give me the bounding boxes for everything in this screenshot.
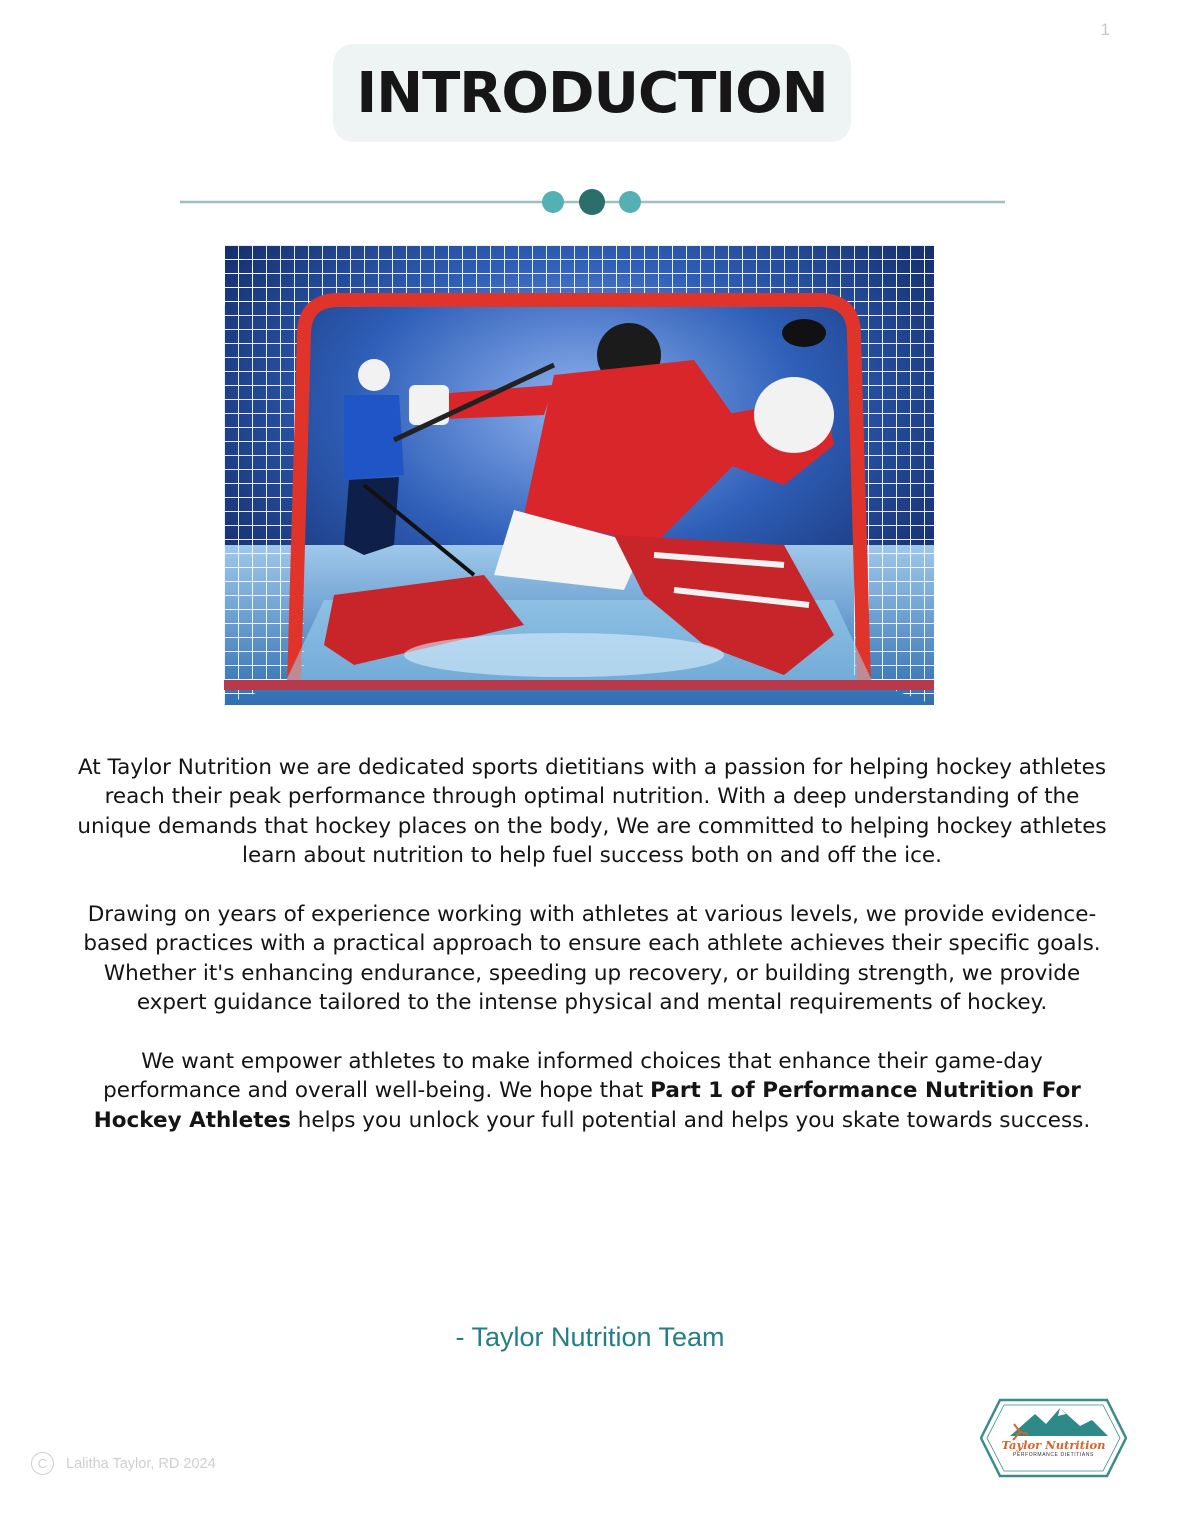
hero-image xyxy=(224,245,934,705)
page-number: 1 xyxy=(1100,20,1110,39)
divider-dot-right xyxy=(619,191,641,213)
copyright-text: Lalitha Taylor, RD 2024 xyxy=(66,1455,216,1472)
section-divider xyxy=(180,188,1005,218)
intro-paragraph-1: At Taylor Nutrition we are dedicated sports dietitians with a passion for helping hockey athletes reach their peak performance through optimal nutrition. With a deep understanding of the unique demands that hockey places on the body, We are committed to helping hockey athletes learn about nutrition to help fuel success both on and off the ice. xyxy=(77,755,1107,869)
page-title: INTRODUCTION xyxy=(356,60,828,126)
logo-name: Taylor Nutrition xyxy=(1001,1438,1106,1452)
logo-tagline: PERFORMANCE DIETITIANS xyxy=(1013,1452,1094,1458)
paragraph-3-text-end: helps you unlock your full potential and helps you skate towards success. xyxy=(290,1107,1091,1133)
copyright-icon: C xyxy=(31,1452,54,1475)
taylor-nutrition-logo xyxy=(980,1394,1127,1482)
signature: - Taylor Nutrition Team xyxy=(455,1322,725,1352)
guide-title-emphasis: Part 1 of Performance Nutrition For Hockey Athletes xyxy=(93,1078,1081,1133)
intro-paragraph-2: Drawing on years of experience working with athletes at various levels, we provide evidence-based practices with a practical approach to ensure each athlete achieves their specific goals. Whether it's enhancing endurance, speeding up recovery, or building strength, we provide expert guidance tailored to the intense physical and mental requirements of hockey. xyxy=(83,902,1101,1016)
title-banner xyxy=(333,44,851,142)
divider-dot-left xyxy=(542,191,564,213)
divider-dot-center xyxy=(579,189,605,215)
intro-paragraph-3 xyxy=(70,1047,1114,1135)
introduction-body xyxy=(70,753,1114,1165)
paragraph-3-text-start: We want empower athletes to make informed choices that enhance their game-day performance and overall well-being. We hope that xyxy=(103,1049,1043,1104)
copyright-notice xyxy=(31,1452,216,1475)
